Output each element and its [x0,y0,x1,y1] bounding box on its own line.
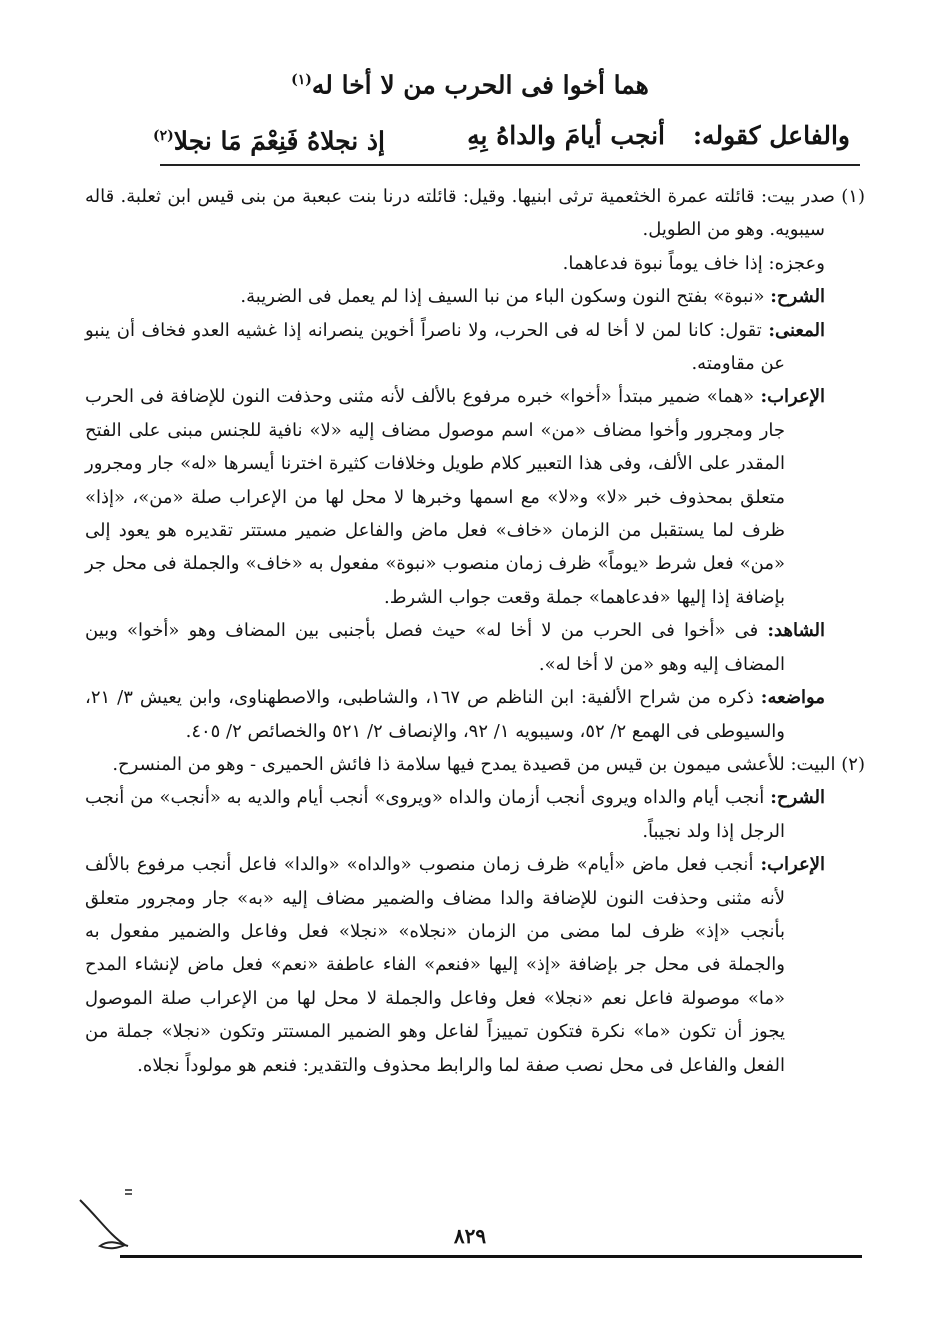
verse-line-1 [120,60,820,105]
note-1-irab: الإعراب: «هما» ضمير مبتدأ «أخوا» خبره مرفوع بالألف لأنه مثنى وحذفت النون للإضافة فى الحرب جار ومجرور وأخوا مضاف «من» اسم موصول مضاف إليه «لا» نافية للجنس مبنى على الفتح المقدر على الألف، وفى هذا التعبير كلام طويل وخلافات كثيرة اخترنا أيسرها «له» جار ومجرور متعلق بمحذوف خبر «لا» و«لا» مع اسمها وخبرها لا محل لها من الإعراب صلة «من»، «إذا» ظرف لما يستقبل من الزمان «خاف» فعل ماض والفاعل ضمير مستتر تقديره هو يعود إلى «من» فعل شرط «يوماً» ظرف زمان منصوب «نبوة» مفعول به «خاف» والجملة فى محل جر بإضافة إذا إليها «فدعاهما» جملة وقعت جواب الشرط. [85,386,825,608]
footnote-ref-2: (٢) [153,128,174,144]
mawadi-label: مواضعه: [760,687,826,709]
bottom-rule [120,1255,862,1258]
sharh-label-2: الشرح: [770,787,825,809]
footnotes [85,180,865,1082]
irab-label: الإعراب: [760,386,825,408]
note-1-mawadi: مواضعه: ذكره من شراح الألفية: ابن الناظم ص ١٦٧، والشاطبى، والاصطهناوى، وابن يعيش ٣/ ٢١، والسيوطى فى الهمع ٢/ ٥٢، وسيبويه ١/ ٩٢، والإنصاف ٢/ ٥٢١ والخصائص ٢/ ٤٠٥. [85,687,826,742]
note-2-sharh: الشرح: أنجب أيام والداه ويروى أنجب أزمان والداه «ويروى» أنجب أيام والديه به «أنجب» من أنجب الرجل إذا ولد نجيباً. [85,787,825,842]
verse-2-intro: والفاعل كقوله: [692,121,850,150]
sharh-label: الشرح: [770,286,825,308]
maana-label: المعنى: [768,319,825,341]
note-2-irab: الإعراب: أنجب فعل ماض «أيام» ظرف زمان منصوب «والداه» «والدا» فاعل أنجب مرفوع بالألف لأنه مثنى وحذفت النون للإضافة والدا مضاف والضمير مضاف إليه «به» جار ومجرور متعلق بأنجب «إذ» ظرف لما مضى من الزمان «نجلاه» «نجلا» فعل وفاعل والضمير مفعول به والجملة فى محل جر بإضافة «إذ» إليها «فنعم» الفاء عاطفة «نعم» فعل ماض لإنشاء المدح «ما» موصولة فاعل نعم «نجلا» فعل وفاعل والجملة لا محل لها من الإعراب صلة الموصول يجوز أن تكون «ما» نكرة فتكون تمييزاً لفاعل وهو الضمير المستتر وتكون «نجلا» جملة من الفعل والفاعل فى محل نصب صفة لما والرابط محذوف والتقدير: فنعم هو مولوداً نجلاه. [85,854,825,1076]
irab-label-2: الإعراب: [760,854,825,876]
page-number: ٨٢٩ [453,1224,487,1248]
note-1-shahid: الشاهد: فى «أخوا فى الحرب من لا أخا له» حيث فصل بأجنبى بين المضاف وهو «أخوا» وبين المضاف إليه وهو «من لا أخا له». [85,620,825,675]
note-1-sharh: الشرح: «نبوة» بفتح النون وسكون الباء من نبا السيف إذا لم يعمل فى الضريبة. [240,286,825,308]
verse-line-2 [100,116,850,156]
note-1-ajz: وعجزه: إذا خاف يوماً نبوة فدعاهما. [562,252,825,274]
footnote-ref-1: (١) [291,72,312,88]
note-2-intro: (٢) البيت: للأعشى ميمون بن قيس من قصيدة يمدح فيها سلامة ذا فائش الحميرى - وهو من المنسرح. [112,753,865,775]
footnote-separator [160,164,860,166]
ink-flourish-icon [70,1180,150,1260]
note-1-intro: (١) صدر بيت: قائلته عمرة الخثعمية ترثى ابنيها. وقيل: قائلته درنا بنت عبعبة من بنى قيس ابن ثعلبة. قاله سيبويه. وهو من الطويل. [85,186,865,241]
verse-2-hemistich-1: أنجب أيامَ والداهُ بِهِ [467,121,665,150]
verse-1-text: هما أخوا فى الحرب من لا أخا له [311,70,649,100]
verse-2-hemistich-2: إذ نجلاهُ فَنِعْمَ مَا نجلا$^{(٢)}$ [153,126,385,156]
shahid-label: الشاهد: [767,620,825,642]
note-1-maana: المعنى: تقول: كانا لمن لا أخا له فى الحرب، ولا ناصراً أخوين ينصرانه إذا غشيه العدو فخاف أن ينبو عن مقاومته. [85,319,825,375]
